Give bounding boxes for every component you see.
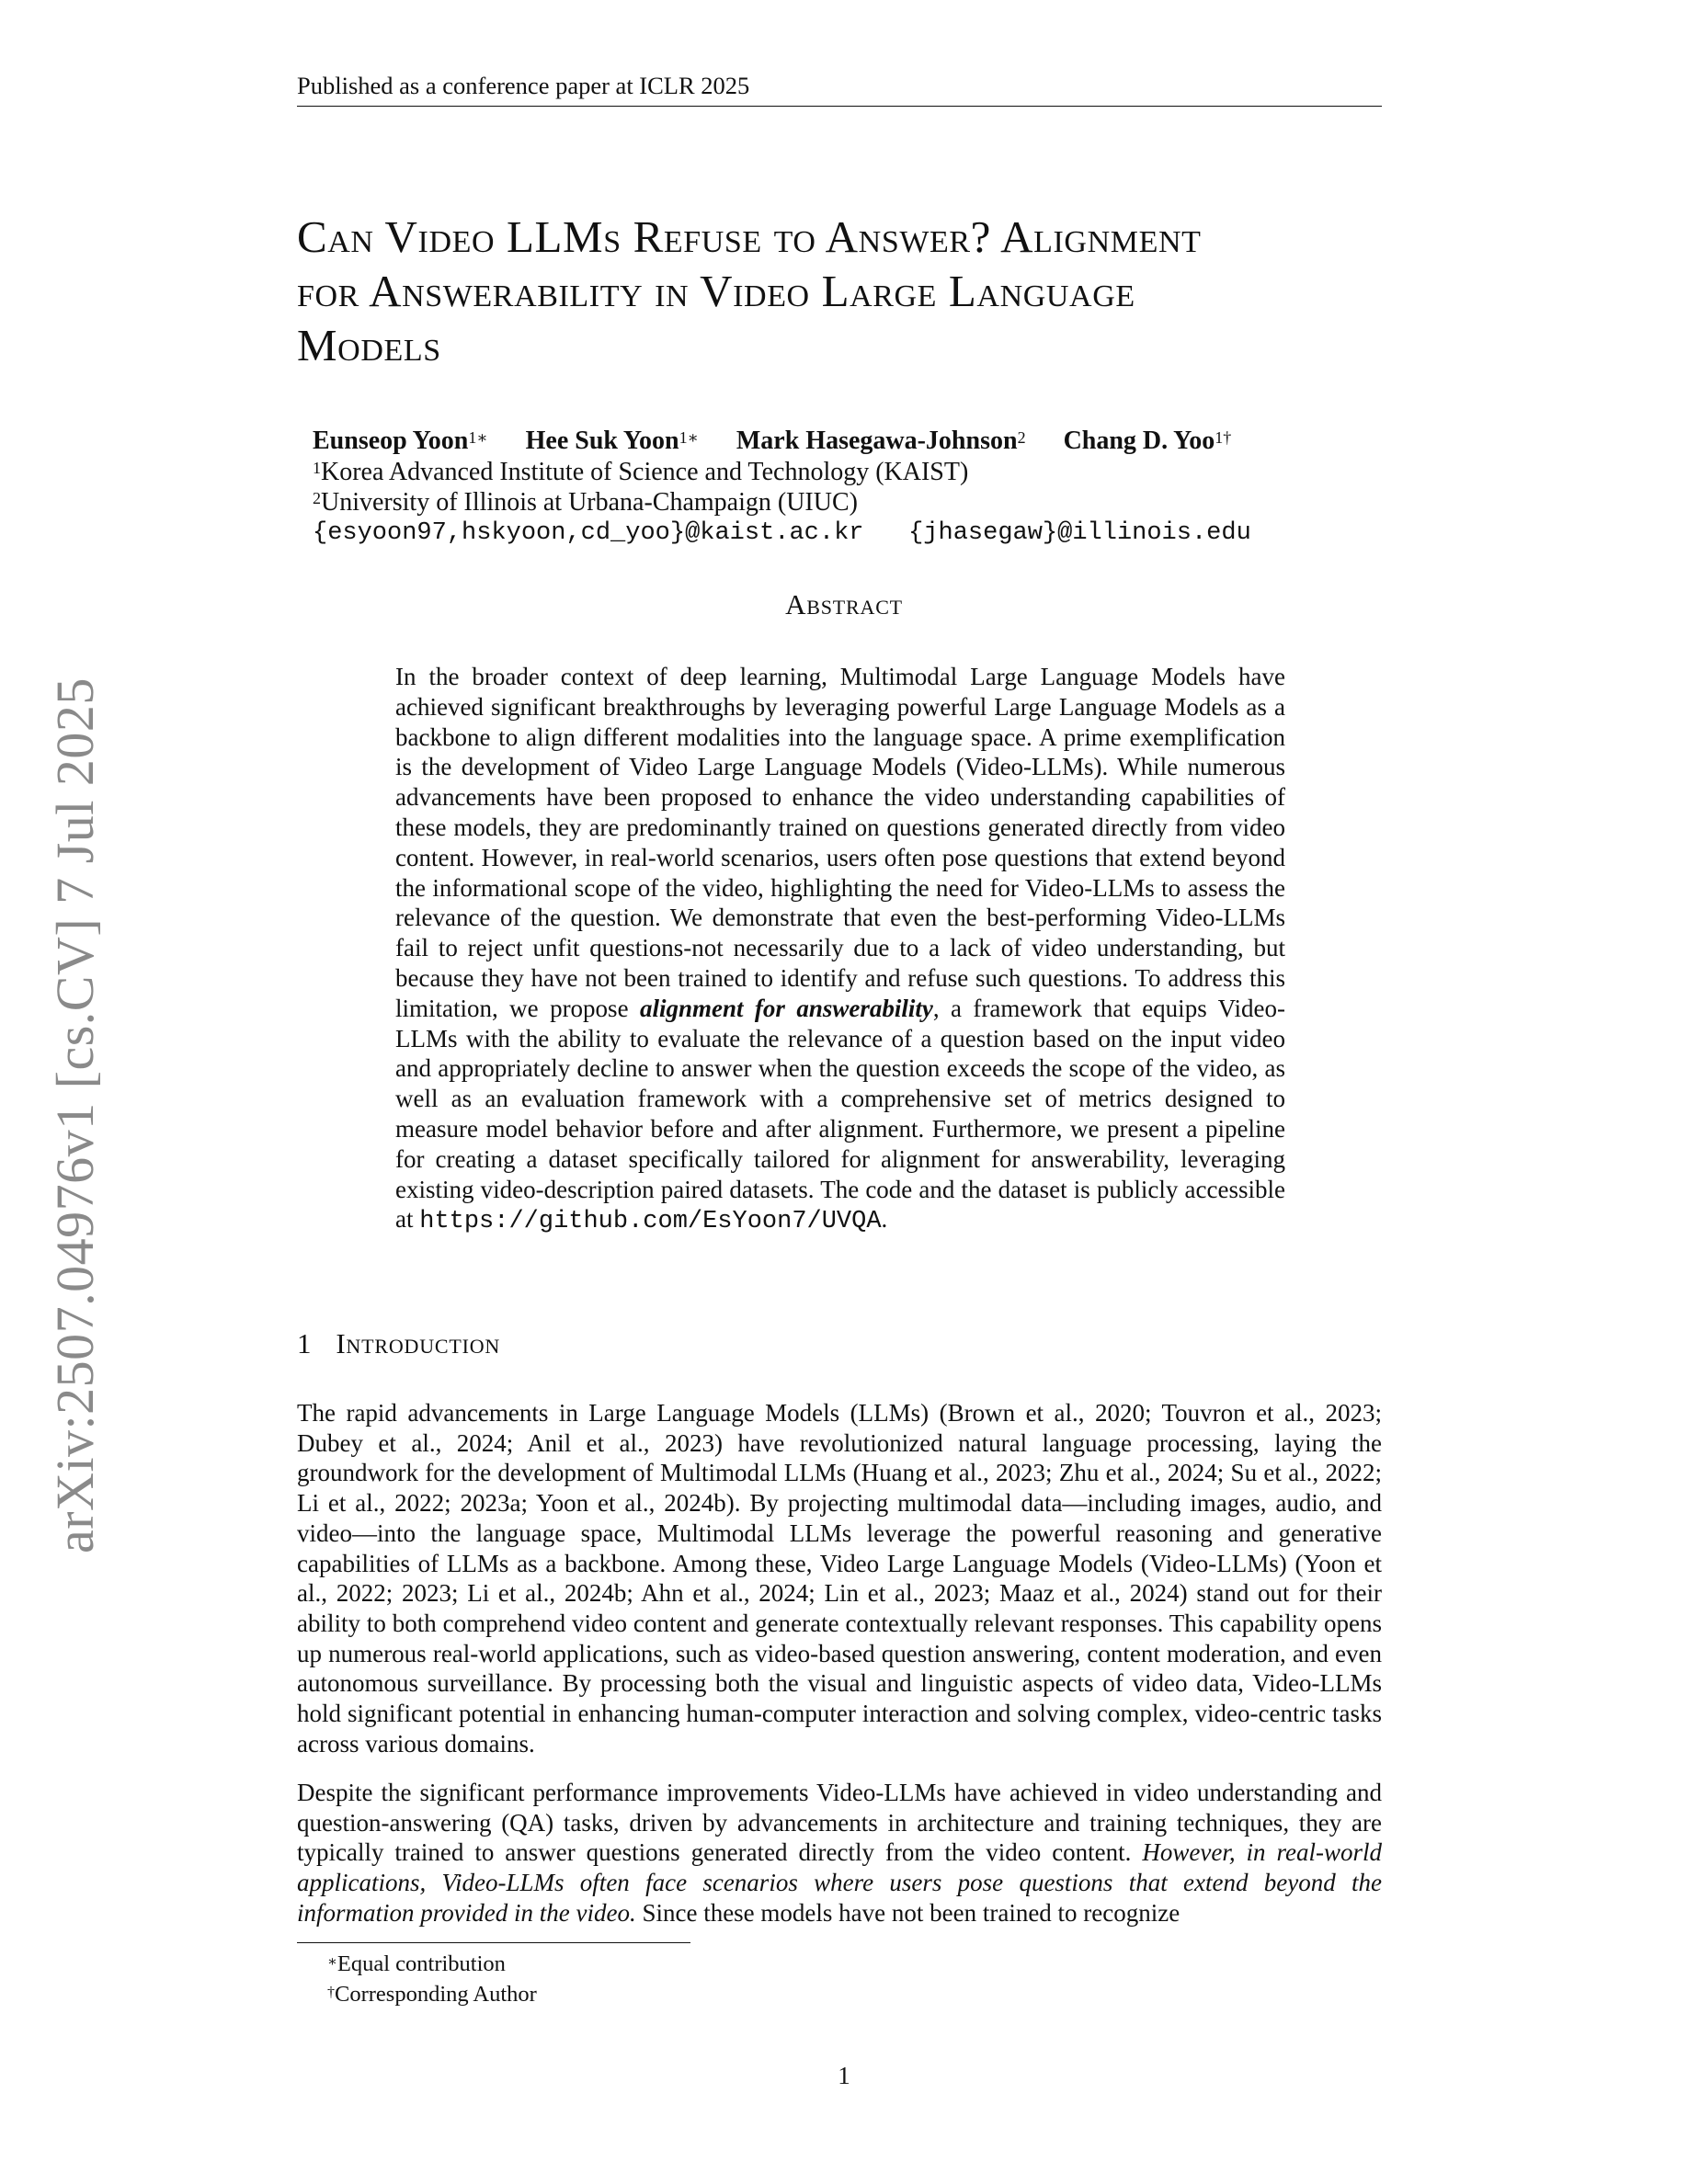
footnote-rule xyxy=(297,1942,690,1943)
author: Mark Hasegawa-Johnson$^2$ xyxy=(736,427,1026,455)
affiliation: $^1$Korea Advanced Institute of Science and Technology (KAIST) xyxy=(313,458,969,486)
page-number: 1 xyxy=(838,2062,850,2089)
abstract-body: In the broader context of deep learning, Multimodal Large Language Models have achieved significant breakthroughs by leveraging powerful Large Language Models as a backbone to align different modalities into the language space. A prime exemplification is the development of Video Large Language Models (Video-LLMs). While numerous advancements have been proposed to enhance the video understanding capabilities of these models, they are predominantly trained on questions generated directly from video content. However, in real-world scenarios, users often pose questions that extend beyond the informational scope of the video, highlighting the need for Video-LLMs to assess the relevance of the question. We demonstrate that even the best-performing Video-LLMs fail to reject unfit questions-not necessarily due to a lack of video understanding, but because they have not been trained to identify and refuse such questions. To address this limitation, we propose alignment for answerability, a framework that equips Video-LLMs with the ability to evaluate the relevance of a question based on the input video and appropriately decline to answer when the question exceeds the scope of the video, as well as an evaluation framework with a comprehensive set of metrics designed to measure model behavior before and after alignment. Furthermore, we present a pipeline for creating a dataset specifically tailored for alignment for answerability, leveraging existing video-description paired datasets. The code and the dataset is publicly accessible at https://github.com/EsYoon7/UVQA. xyxy=(395,663,1285,1236)
code-link[interactable]: https://github.com/EsYoon7/UVQA xyxy=(419,1208,882,1236)
title-line: for Answerability in Video Large Language xyxy=(297,266,1135,316)
header-rule xyxy=(297,106,1382,107)
author-emails: {esyoon97,hskyoon,cd_yoo}@kaist.ac.kr {jhasegaw}@illinois.edu xyxy=(313,519,1251,547)
footnotes xyxy=(327,1949,537,2009)
author-block xyxy=(313,426,1397,549)
author: Chang D. Yoo$^{1\dagger}$ xyxy=(1063,427,1232,455)
author-list xyxy=(313,426,1397,457)
italic-emphasis: However, in real-world applications, Video-LLMs often face scenarios where users pose questions that extend beyond the information provided in the video. xyxy=(297,1838,1382,1927)
footnote: †Corresponding Author xyxy=(327,1982,537,2007)
author: Hee Suk Yoon$^{1∗}$ xyxy=(525,427,699,455)
abstract-emphasis: alignment for answerability xyxy=(639,994,933,1022)
arxiv-identifier: arXiv:2507.04976v1 [cs.CV] 7 Jul 2025 xyxy=(45,677,105,1553)
paper-title xyxy=(297,210,1391,372)
title-line: Models xyxy=(297,320,441,370)
section-heading: 1 Introduction xyxy=(297,1327,501,1359)
paragraph: Despite the significant performance improvements Video-LLMs have achieved in video understanding and question-answering (QA) tasks, driven by advancements in architecture and training techniques, they are typically trained to answer questions generated directly from the video content. However, in real-world applications, Video-LLMs often face scenarios where users pose questions that extend beyond the information provided in the video. Since these models have not been trained to recognize xyxy=(297,1779,1382,1927)
title-line: Can Video LLMs Refuse to Answer? Alignment xyxy=(297,211,1202,262)
paragraph: The rapid advancements in Large Language Models (LLMs) (Brown et al., 2020; Touvron et al., 2023; Dubey et al., 2024; Anil et al., 2023) have revolutionized natural language processing, laying the groundwork for the development of Multimodal LLMs (Huang et al., 2023; Zhu et al., 2024; Su et al., 2022; Li et al., 2022; 2023a; Yoon et al., 2024b). By projecting multimodal data—including images, audio, and video—into the language space, Multimodal LLMs leverage the powerful reasoning and generative capabilities of LLMs as a backbone. Among these, Video Large Language Models (Video-LLMs) (Yoon et al., 2022; 2023; Li et al., 2024b; Ahn et al., 2024; Lin et al., 2023; Maaz et al., 2024) stand out for their ability to both comprehend video content and generate contextually relevant responses. This capability opens up numerous real-world applications, such as video-based question answering, content moderation, and even autonomous surveillance. By processing both the visual and linguistic aspects of video data, Video-LLMs hold significant potential in enhancing human-computer interaction and solving complex, video-centric tasks across various domains. xyxy=(297,1399,1382,1757)
footnote: ∗Equal contribution xyxy=(327,1951,506,1976)
running-header: Published as a conference paper at ICLR 2025 xyxy=(297,72,750,99)
abstract-heading: Abstract xyxy=(785,588,903,620)
affiliation: $^2$University of Illinois at Urbana-Champaign (UIUC) xyxy=(313,488,858,517)
author: Eunseop Yoon$^{1∗}$ xyxy=(313,427,488,455)
